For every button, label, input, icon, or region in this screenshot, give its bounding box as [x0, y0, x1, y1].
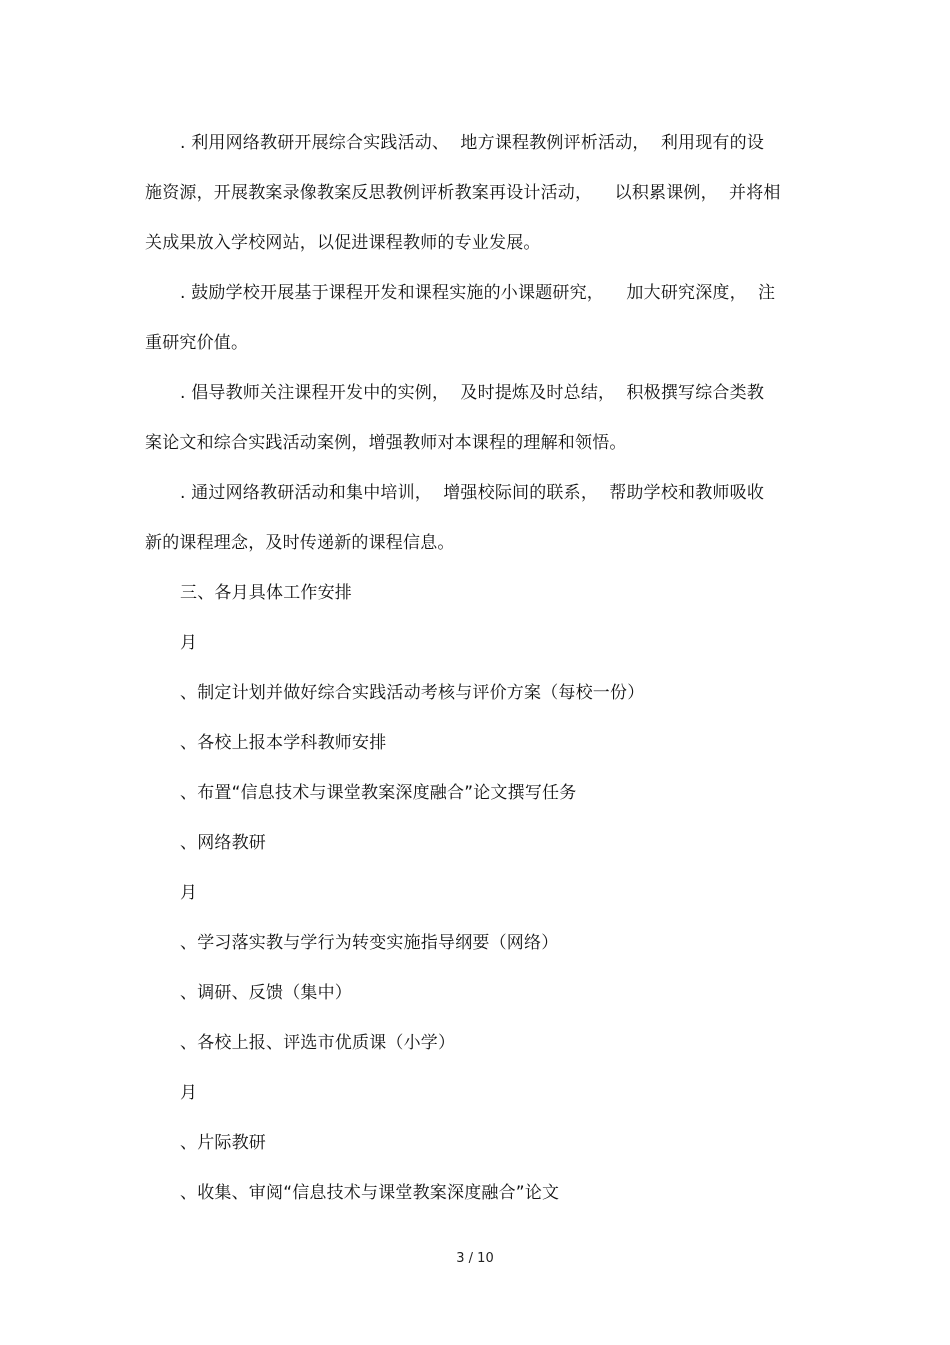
- month-item: 、片际教研: [180, 1133, 266, 1153]
- paragraph-4-line-1: . 通过网络教研活动和集中培训， 增强校际间的联系， 帮助学校和教师吸收: [180, 483, 765, 503]
- paragraph-2-line-2: 重研究价值。: [145, 333, 249, 353]
- paragraph-3-line-1: . 倡导教师关注课程开发中的实例， 及时提炼及时总结， 积极撰写综合类教: [180, 383, 765, 403]
- page-number: 3 / 10: [456, 1251, 494, 1266]
- month-item: 、收集、审阅“信息技术与课堂教案深度融合”论文: [180, 1183, 560, 1203]
- month-item: 、网络教研: [180, 833, 266, 853]
- month-item: 、各校上报、评选市优质课（小学）: [180, 1033, 456, 1053]
- month-item: 、调研、反馈（集中）: [180, 983, 352, 1003]
- paragraph-4-line-2: 新的课程理念，及时传递新的课程信息。: [145, 533, 455, 553]
- month-item: 、各校上报本学科教师安排: [180, 733, 387, 753]
- month-label: 月: [180, 1083, 198, 1103]
- month-label: 月: [180, 883, 198, 903]
- paragraph-3-line-2: 案论文和综合实践活动案例，增强教师对本课程的理解和领悟。: [145, 433, 627, 453]
- paragraph-2-line-1: . 鼓励学校开展基于课程开发和课程实施的小课题研究， 加大研究深度， 注: [180, 283, 776, 303]
- paragraph-1-line-1: . 利用网络教研开展综合实践活动、 地方课程教例评析活动， 利用现有的设: [180, 133, 765, 153]
- month-item: 、制定计划并做好综合实践活动考核与评价方案（每校一份）: [180, 683, 645, 703]
- section-heading: 三、各月具体工作安排: [180, 583, 352, 603]
- month-item: 、布置“信息技术与课堂教案深度融合”论文撰写任务: [180, 783, 577, 803]
- paragraph-1-line-3: 关成果放入学校网站，以促进课程教师的专业发展。: [145, 233, 541, 253]
- paragraph-1-line-2: 施资源，开展教案录像教案反思教例评析教案再设计活动， 以积累课例， 并将相: [145, 183, 781, 203]
- month-item: 、学习落实教与学行为转变实施指导纲要（网络）: [180, 933, 559, 953]
- month-label: 月: [180, 633, 198, 653]
